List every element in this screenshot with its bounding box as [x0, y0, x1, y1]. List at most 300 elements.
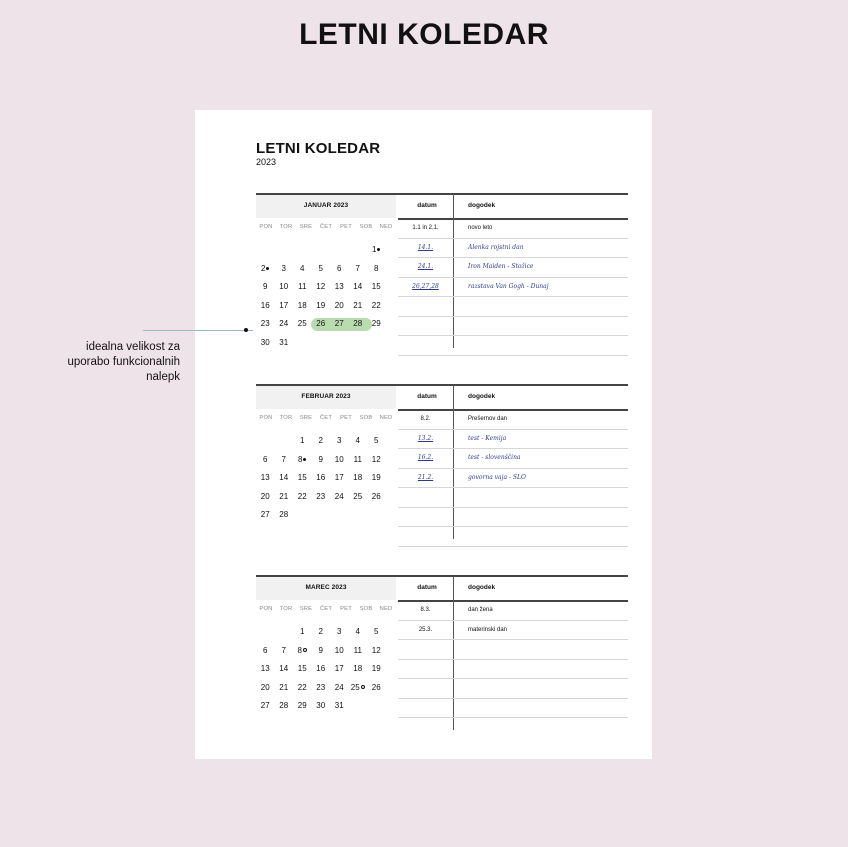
event-text: Prešernov dan — [468, 416, 508, 422]
day-number: 23 — [316, 682, 326, 692]
day-number: 2 — [318, 627, 323, 636]
day-number: 11 — [353, 645, 362, 655]
event-date: 16.2. — [417, 454, 434, 461]
day-cell[interactable] — [367, 451, 386, 470]
day-cell[interactable] — [293, 334, 312, 353]
day-number: 21 — [279, 491, 289, 501]
day-number: 9 — [318, 645, 323, 655]
day-cell[interactable] — [312, 241, 331, 260]
annotation-dot — [244, 328, 248, 332]
day-number: 18 — [353, 473, 363, 482]
day-marker-dot — [377, 248, 380, 251]
day-number: 5 — [374, 627, 379, 636]
event-row[interactable] — [398, 621, 628, 641]
day-number: 21 — [353, 300, 363, 310]
event-row[interactable] — [398, 527, 628, 547]
day-cell[interactable] — [312, 469, 331, 488]
day-cell[interactable] — [330, 260, 349, 279]
day-cell[interactable] — [256, 488, 275, 507]
annotation-leader-line — [143, 330, 253, 331]
day-number: 16 — [316, 473, 326, 482]
day-number: 18 — [297, 300, 307, 310]
weekday-label: PET — [340, 224, 352, 230]
day-cell[interactable] — [367, 241, 386, 260]
day-number: 19 — [371, 473, 381, 482]
month-block — [256, 384, 628, 554]
event-row[interactable] — [398, 317, 628, 337]
annotation-line-3: nalepk — [146, 371, 180, 383]
day-cell[interactable] — [349, 469, 368, 488]
day-cell[interactable] — [293, 315, 312, 334]
week-row — [256, 488, 396, 507]
week-row — [256, 451, 396, 470]
week-row — [256, 315, 396, 334]
day-number: 21 — [279, 682, 289, 692]
day-number: 12 — [371, 454, 381, 464]
day-number: 23 — [316, 491, 326, 501]
column-header-dogodek: dogodek — [468, 584, 496, 591]
day-cell[interactable] — [367, 660, 386, 679]
day-cell[interactable] — [367, 260, 386, 279]
day-cell[interactable] — [256, 432, 275, 451]
day-number: 7 — [281, 645, 286, 655]
weekday-label: PON — [259, 606, 273, 612]
day-number: 6 — [263, 454, 268, 464]
day-cell[interactable] — [275, 241, 294, 260]
day-number: 20 — [260, 491, 270, 501]
day-number: 25 — [297, 319, 307, 328]
day-number: 22 — [297, 491, 307, 501]
day-number: 12 — [371, 645, 381, 655]
day-number: 4 — [355, 436, 360, 445]
event-text: test - slovenščina — [468, 454, 521, 461]
day-number: 27 — [260, 510, 270, 519]
event-text: Alenka rojstni dan — [468, 243, 524, 251]
day-number: 10 — [279, 282, 289, 291]
event-row[interactable] — [398, 258, 628, 278]
day-cell[interactable] — [293, 432, 312, 451]
event-text: test - Kemija — [468, 434, 507, 442]
day-number: 16 — [316, 664, 326, 673]
event-row[interactable] — [398, 219, 628, 239]
day-cell[interactable] — [312, 488, 331, 507]
event-row[interactable] — [398, 488, 628, 508]
day-number: 14 — [353, 282, 363, 291]
day-cell[interactable] — [256, 697, 275, 716]
day-cell[interactable] — [349, 451, 368, 470]
day-number: 29 — [371, 319, 381, 328]
day-number: 31 — [334, 701, 344, 710]
day-cell[interactable] — [293, 451, 312, 470]
event-row[interactable] — [398, 699, 628, 719]
event-row[interactable] — [398, 278, 628, 298]
day-number: 1 — [372, 245, 377, 254]
day-cell[interactable] — [312, 623, 331, 642]
day-cell[interactable] — [293, 488, 312, 507]
day-number: 26 — [371, 682, 381, 692]
events-list — [398, 219, 628, 356]
day-cell[interactable] — [349, 297, 368, 316]
day-cell[interactable] — [330, 697, 349, 716]
event-row[interactable] — [398, 410, 628, 430]
event-text: materinski dan — [468, 626, 508, 633]
month-name: MAREC 2023 — [305, 584, 347, 591]
day-number: 11 — [298, 282, 307, 291]
day-cell[interactable] — [312, 278, 331, 297]
day-number: 7 — [355, 263, 360, 273]
day-cell[interactable] — [293, 241, 312, 260]
day-number: 26 — [316, 319, 326, 328]
day-cell[interactable] — [275, 315, 294, 334]
day-cell[interactable] — [349, 697, 368, 716]
day-number: 8 — [298, 454, 303, 464]
day-cell[interactable] — [349, 679, 368, 698]
day-cell[interactable] — [293, 679, 312, 698]
annotation-line-1: idealna velikost za — [86, 341, 180, 353]
day-cell[interactable] — [312, 260, 331, 279]
day-cell[interactable] — [367, 642, 386, 661]
day-number: 15 — [297, 473, 307, 482]
weekday-label: ČET — [319, 224, 333, 230]
day-number: 6 — [337, 263, 342, 273]
day-number: 20 — [260, 682, 270, 692]
month-top-rule — [256, 575, 628, 577]
day-cell[interactable] — [256, 679, 275, 698]
weekday-label: PET — [340, 606, 352, 612]
day-cell[interactable] — [330, 642, 349, 661]
day-number: 8 — [297, 645, 302, 655]
day-cell[interactable] — [275, 469, 294, 488]
day-cell[interactable] — [293, 506, 312, 525]
event-row[interactable] — [398, 601, 628, 621]
day-cell[interactable] — [293, 623, 312, 642]
day-cell[interactable] — [367, 623, 386, 642]
day-cell[interactable] — [275, 297, 294, 316]
day-number: 4 — [355, 627, 360, 636]
event-date: 13.2. — [417, 434, 434, 442]
event-row[interactable] — [398, 239, 628, 259]
day-number: 17 — [279, 300, 289, 310]
week-row — [256, 260, 396, 279]
day-number: 24 — [334, 491, 344, 501]
day-cell[interactable] — [275, 278, 294, 297]
day-cell[interactable] — [349, 506, 368, 525]
day-cell[interactable] — [312, 697, 331, 716]
day-number: 24 — [334, 682, 344, 692]
weekday-header — [256, 606, 396, 612]
day-number: 12 — [316, 282, 326, 291]
day-number: 10 — [334, 454, 344, 464]
week-row — [256, 334, 396, 353]
day-cell[interactable] — [367, 697, 386, 716]
event-row[interactable] — [398, 430, 628, 450]
week-row — [256, 660, 396, 679]
day-cell[interactable] — [256, 260, 275, 279]
day-cell[interactable] — [349, 660, 368, 679]
day-cell[interactable] — [256, 297, 275, 316]
event-row[interactable] — [398, 336, 628, 356]
day-cell[interactable] — [256, 451, 275, 470]
calendar-sheet — [195, 110, 652, 759]
day-cell[interactable] — [330, 278, 349, 297]
day-number: 22 — [371, 300, 381, 310]
day-cell[interactable] — [275, 260, 294, 279]
day-cell[interactable] — [367, 506, 386, 525]
day-number: 13 — [260, 473, 270, 482]
page-title: LETNI KOLEDAR — [299, 18, 549, 51]
day-cell[interactable] — [275, 432, 294, 451]
day-marker-dot — [361, 685, 365, 689]
event-date: 1.1 in 2.1. — [412, 225, 439, 231]
event-text: govorna vaja - SLO — [468, 473, 526, 481]
day-cell[interactable] — [330, 297, 349, 316]
day-cell[interactable] — [256, 642, 275, 661]
day-number: 13 — [334, 282, 344, 291]
weekday-label: PON — [259, 415, 273, 421]
day-cell[interactable] — [293, 642, 312, 661]
events-list — [398, 410, 628, 547]
week-row — [256, 297, 396, 316]
day-number: 25 — [353, 491, 363, 501]
day-cell[interactable] — [275, 451, 294, 470]
weekday-label: SRE — [299, 224, 313, 230]
weekday-label: NED — [379, 606, 393, 612]
column-header-datum: datum — [417, 393, 437, 400]
weekday-label: ČET — [319, 415, 333, 421]
day-cell[interactable] — [349, 432, 368, 451]
day-cell[interactable] — [312, 297, 331, 316]
day-cell[interactable] — [312, 679, 331, 698]
day-marker-dot — [266, 267, 269, 270]
day-cell[interactable] — [275, 506, 294, 525]
week-row — [256, 241, 396, 260]
event-text: dan žena — [468, 607, 493, 613]
day-cell[interactable] — [367, 334, 386, 353]
day-cell[interactable] — [330, 660, 349, 679]
weekday-label: PET — [340, 415, 352, 421]
weekday-label: SOB — [359, 224, 373, 230]
month-top-rule — [256, 384, 628, 386]
day-number: 18 — [353, 664, 363, 673]
day-cell[interactable] — [330, 623, 349, 642]
weekday-label: NED — [379, 224, 393, 230]
day-number: 20 — [334, 300, 344, 310]
week-row — [256, 697, 396, 716]
event-row[interactable] — [398, 679, 628, 699]
weekday-label: PON — [259, 224, 273, 230]
sheet-year: 2023 — [256, 157, 277, 167]
weekday-label: TOR — [279, 224, 293, 230]
day-number: 27 — [260, 701, 270, 710]
event-row[interactable] — [398, 640, 628, 660]
day-number: 19 — [371, 664, 381, 673]
week-row — [256, 679, 396, 698]
day-cell[interactable] — [330, 432, 349, 451]
day-number: 24 — [279, 319, 289, 328]
weekday-label: ČET — [319, 606, 333, 612]
day-cell[interactable] — [256, 469, 275, 488]
day-cell[interactable] — [256, 241, 275, 260]
day-cell[interactable] — [275, 623, 294, 642]
day-number: 3 — [337, 436, 342, 445]
day-cell[interactable] — [367, 488, 386, 507]
day-number: 9 — [318, 454, 323, 464]
event-row[interactable] — [398, 469, 628, 489]
day-number: 28 — [279, 510, 289, 519]
day-marker-dot — [303, 458, 306, 461]
weekday-label: SOB — [359, 606, 373, 612]
event-row[interactable] — [398, 297, 628, 317]
day-cell[interactable] — [293, 469, 312, 488]
day-cell[interactable] — [349, 241, 368, 260]
weekday-label: SRE — [299, 415, 313, 421]
day-number: 15 — [371, 282, 381, 291]
day-cell[interactable] — [256, 660, 275, 679]
day-cell[interactable] — [349, 278, 368, 297]
event-date: 8.3. — [420, 607, 431, 613]
day-number: 27 — [334, 319, 344, 328]
day-cell[interactable] — [312, 642, 331, 661]
day-number: 29 — [297, 701, 307, 710]
day-cell[interactable] — [275, 679, 294, 698]
day-number: 30 — [316, 701, 326, 710]
day-number: 11 — [353, 454, 362, 464]
event-date: 24.1. — [417, 263, 434, 270]
day-number: 7 — [281, 454, 286, 464]
day-cell[interactable] — [367, 315, 386, 334]
day-cell[interactable] — [275, 660, 294, 679]
day-cell[interactable] — [367, 297, 386, 316]
day-cell[interactable] — [256, 315, 275, 334]
day-cell[interactable] — [293, 297, 312, 316]
day-cell[interactable] — [256, 334, 275, 353]
month-name: JANUAR 2023 — [303, 202, 349, 209]
weekday-header — [256, 224, 396, 230]
column-header-datum: datum — [417, 202, 437, 209]
day-cell[interactable] — [312, 432, 331, 451]
week-row — [256, 506, 396, 525]
month-block — [256, 575, 628, 745]
day-cell[interactable] — [275, 697, 294, 716]
event-text: razstava Van Gogh - Dunaj — [468, 282, 549, 290]
day-number: 17 — [334, 664, 344, 673]
day-number: 5 — [374, 436, 379, 445]
day-cell[interactable] — [256, 623, 275, 642]
day-number: 25 — [350, 682, 360, 692]
event-date: 25.3. — [418, 626, 433, 633]
day-cell[interactable] — [293, 660, 312, 679]
weekday-label: SRE — [299, 606, 313, 612]
day-cell[interactable] — [330, 334, 349, 353]
day-number: 2 — [261, 263, 266, 273]
day-number: 15 — [297, 664, 307, 673]
day-cell[interactable] — [293, 278, 312, 297]
day-cell[interactable] — [330, 315, 349, 334]
annotation — [30, 340, 180, 385]
day-number: 5 — [318, 263, 323, 273]
week-row — [256, 642, 396, 661]
month-top-rule — [256, 193, 628, 195]
weekday-header — [256, 415, 396, 421]
day-cell[interactable] — [349, 623, 368, 642]
day-cell[interactable] — [275, 488, 294, 507]
event-row[interactable] — [398, 660, 628, 680]
week-row — [256, 623, 396, 642]
event-row[interactable] — [398, 449, 628, 469]
day-cell[interactable] — [349, 488, 368, 507]
day-cell[interactable] — [293, 260, 312, 279]
event-row[interactable] — [398, 508, 628, 528]
day-cell[interactable] — [330, 469, 349, 488]
day-cell[interactable] — [367, 432, 386, 451]
day-cell[interactable] — [330, 506, 349, 525]
day-cell[interactable] — [312, 660, 331, 679]
day-cell[interactable] — [312, 451, 331, 470]
weekday-label: NED — [379, 415, 393, 421]
day-number: 22 — [297, 682, 307, 692]
day-number: 9 — [263, 282, 268, 291]
day-number: 3 — [337, 627, 342, 636]
event-date: 8.2. — [420, 416, 431, 422]
column-header-dogodek: dogodek — [468, 202, 496, 209]
day-cell[interactable] — [293, 697, 312, 716]
weekday-label: SOB — [359, 415, 373, 421]
column-header-datum: datum — [417, 584, 437, 591]
day-number: 16 — [260, 300, 270, 310]
day-cell[interactable] — [330, 679, 349, 698]
day-cell[interactable] — [330, 451, 349, 470]
event-date: 14.1. — [417, 243, 434, 251]
column-header-dogodek: dogodek — [468, 393, 496, 400]
day-number: 17 — [334, 473, 344, 482]
day-cell[interactable] — [349, 642, 368, 661]
day-number: 26 — [371, 491, 381, 501]
day-cell[interactable] — [367, 469, 386, 488]
event-text: Iron Maiden - Stožice — [468, 263, 534, 270]
event-date: 21.2. — [417, 473, 434, 481]
day-marker-dot — [303, 648, 307, 652]
day-number: 2 — [318, 436, 323, 445]
day-cell[interactable] — [367, 278, 386, 297]
day-number: 14 — [279, 473, 289, 482]
day-cell[interactable] — [275, 642, 294, 661]
day-cell[interactable] — [330, 241, 349, 260]
weekday-label: TOR — [279, 415, 293, 421]
week-row — [256, 278, 396, 297]
day-number: 14 — [279, 664, 289, 673]
annotation-line-2: uporabo funkcionalnih — [67, 356, 180, 368]
day-number: 6 — [263, 645, 268, 655]
day-cell[interactable] — [367, 679, 386, 698]
day-cell[interactable] — [349, 315, 368, 334]
day-grid — [256, 241, 396, 352]
day-number: 1 — [300, 436, 305, 445]
day-cell[interactable] — [312, 334, 331, 353]
events-list — [398, 601, 628, 718]
day-cell[interactable] — [349, 334, 368, 353]
day-number: 8 — [374, 263, 379, 273]
day-cell[interactable] — [256, 506, 275, 525]
day-cell[interactable] — [312, 506, 331, 525]
month-name: FEBRUAR 2023 — [301, 393, 351, 400]
day-cell[interactable] — [312, 315, 331, 334]
day-cell[interactable] — [349, 260, 368, 279]
day-number: 28 — [353, 319, 363, 328]
day-cell[interactable] — [330, 488, 349, 507]
day-number: 30 — [260, 337, 270, 347]
day-cell[interactable] — [256, 278, 275, 297]
day-cell[interactable] — [275, 334, 294, 353]
